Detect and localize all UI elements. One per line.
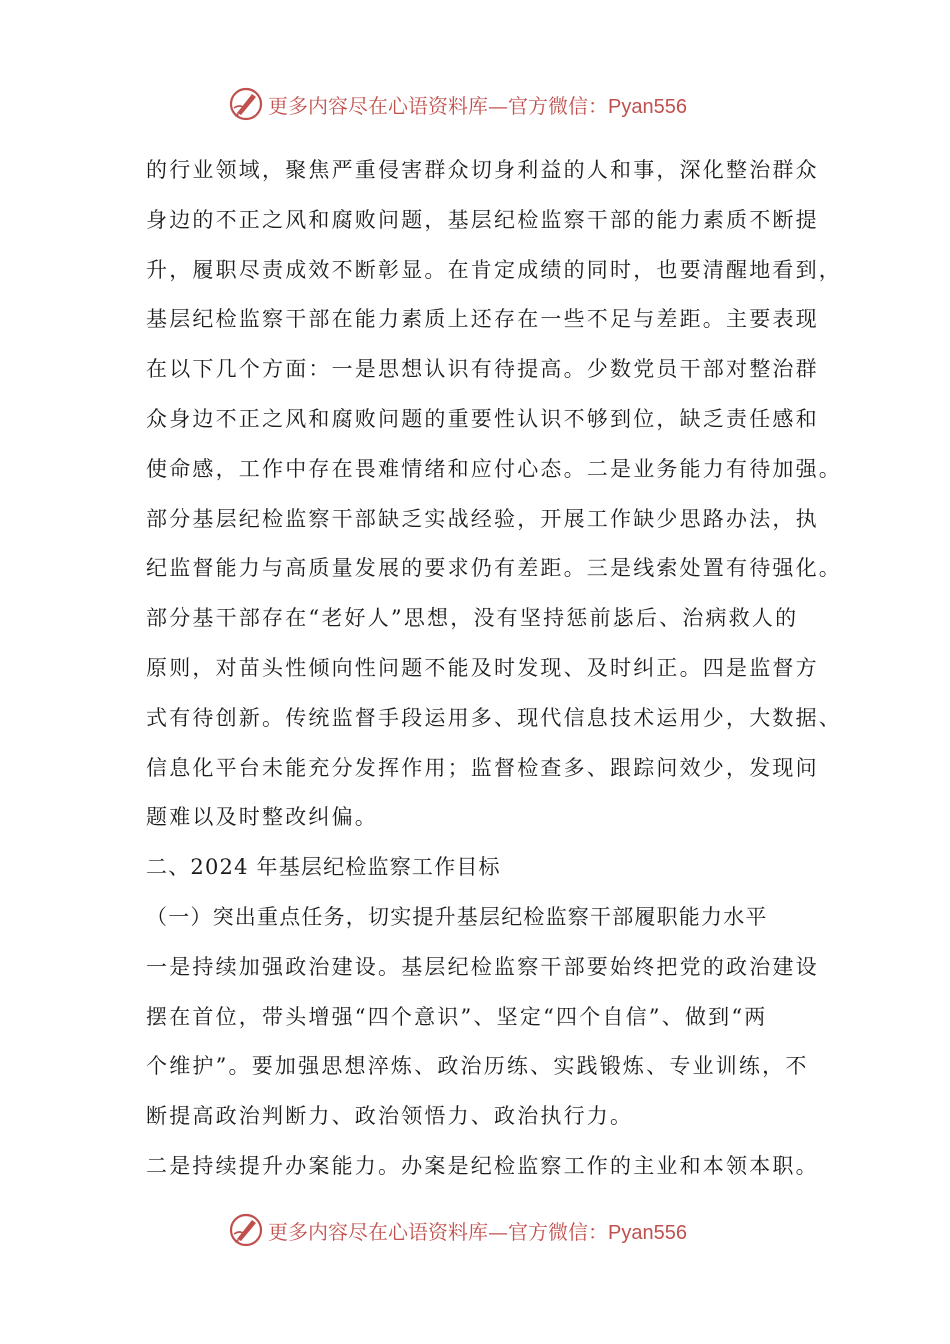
watermark-text: 更多内容尽在心语资料库—官方微信： xyxy=(268,1219,608,1244)
body-line: 众身边不正之风和腐败问题的重要性认识不够到位，缺乏责任感和 xyxy=(146,406,819,431)
body-line: 二是持续提升办案能力。办案是纪检监察工作的主业和本领本职。 xyxy=(146,1153,819,1178)
body-line: 升，履职尽责成效不断彰显。在肯定成绩的同时，也要清醒地看到， xyxy=(146,257,842,282)
body-line: 一是持续加强政治建设。基层纪检监察干部要始终把党的政治建设 xyxy=(146,954,819,979)
pen-logo-icon xyxy=(228,86,264,122)
body-line: 式有待创新。传统监督手段运用多、现代信息技术运用少，大数据、 xyxy=(146,705,842,730)
body-line: 基层纪检监察干部在能力素质上还存在一些不足与差距。主要表现 xyxy=(146,307,819,332)
watermark-banner-top xyxy=(228,84,687,124)
body-line: 身边的不正之风和腐败问题，基层纪检监察干部的能力素质不断提 xyxy=(146,207,819,232)
body-line: 部分基层纪检监察干部缺乏实战经验，开展工作缺少思路办法，执 xyxy=(146,506,819,531)
watermark-banner-bottom xyxy=(228,1210,687,1250)
body-line: 摆在首位，带头增强“四个意识”、坚定“四个自信”、做到“两 xyxy=(146,1004,768,1029)
section-heading: 二、2024 年基层纪检监察工作目标 xyxy=(146,855,501,880)
pen-logo-icon xyxy=(228,1212,264,1248)
body-line: 使命感，工作中存在畏难情绪和应付心态。二是业务能力有待加强。 xyxy=(146,456,842,481)
body-line: 原则，对苗头性倾向性问题不能及时发现、及时纠正。四是监督方 xyxy=(146,655,819,680)
body-line: 信息化平台未能充分发挥作用；监督检查多、跟踪问效少，发现问 xyxy=(146,755,819,780)
body-line: 的行业领域，聚焦严重侵害群众切身利益的人和事，深化整治群众 xyxy=(146,158,819,182)
body-line: 在以下几个方面：一是思想认识有待提高。少数党员干部对整治群 xyxy=(146,357,819,382)
body-line: 个维护”。要加强思想淬炼、政治历练、实践锻炼、专业训练，不 xyxy=(146,1054,809,1079)
body-line: 断提高政治判断力、政治领悟力、政治执行力。 xyxy=(146,1104,634,1129)
body-line: 纪监督能力与高质量发展的要求仍有差距。三是线索处置有待强化。 xyxy=(146,556,842,581)
watermark-handle: Pyan556 xyxy=(608,1221,687,1244)
subsection-heading: （一）突出重点任务，切实提升基层纪检监察干部履职能力水平 xyxy=(146,904,768,929)
watermark-text: 更多内容尽在心语资料库—官方微信： xyxy=(268,93,608,118)
document-body xyxy=(146,146,842,1192)
body-line: 题难以及时整改纠偏。 xyxy=(146,805,378,830)
watermark-handle: Pyan556 xyxy=(608,95,687,118)
body-line: 部分基干部存在“老好人”思想，没有坚持惩前毖后、治病救人的 xyxy=(146,606,799,631)
